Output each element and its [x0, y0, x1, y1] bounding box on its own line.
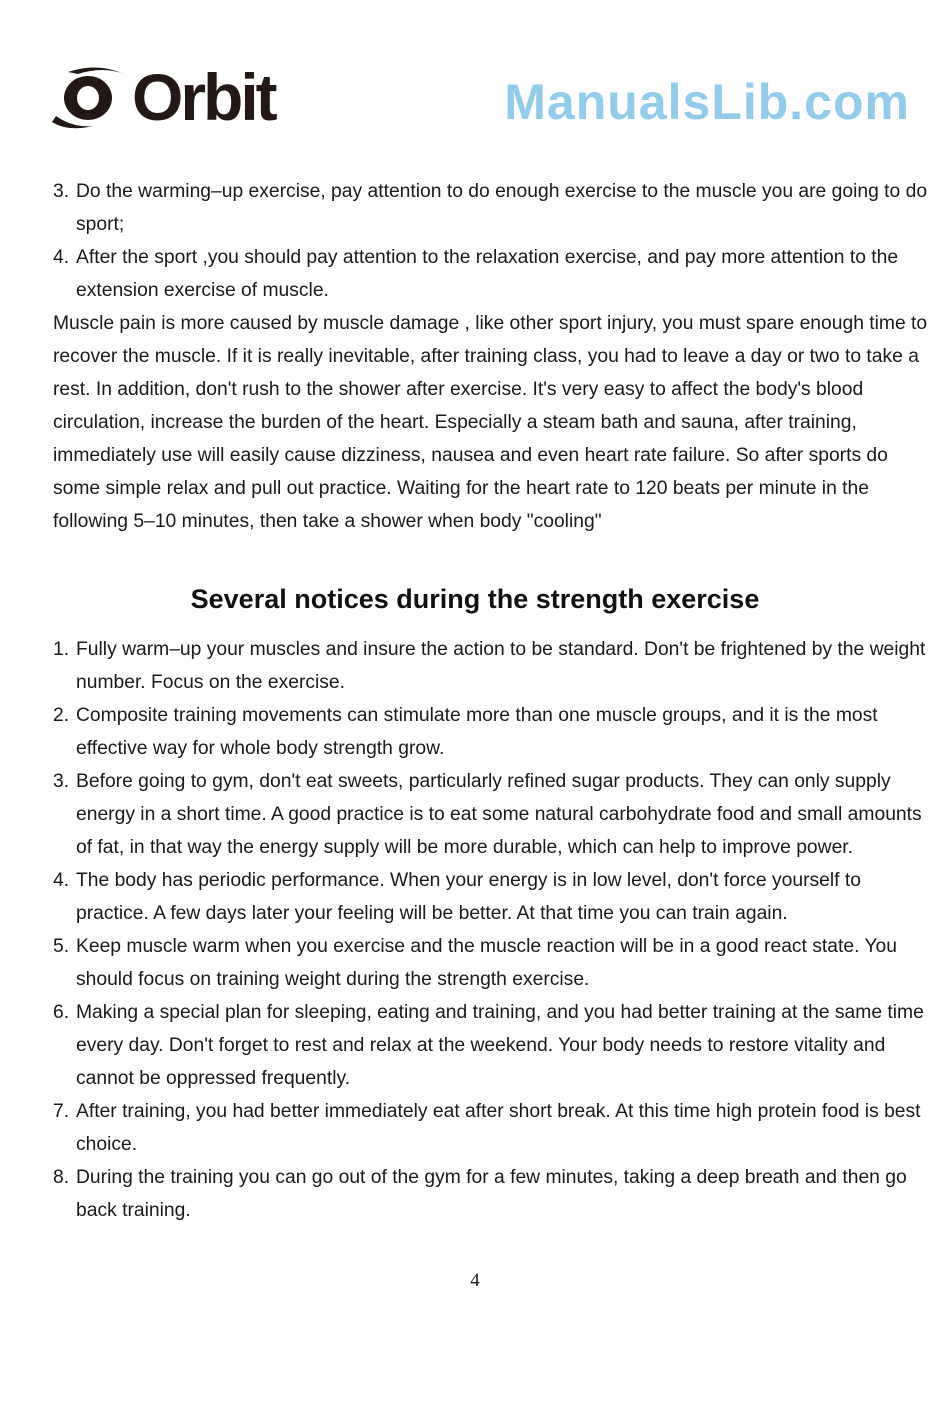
top-list	[53, 175, 928, 538]
page-number: 4	[470, 1270, 480, 1291]
list-item: 5. Keep muscle warm when you exercise and the muscle reaction will be in a good react state. You should focus on training weight during the strength exercise.	[53, 936, 897, 990]
watermark: ManualsLib.com	[504, 74, 910, 130]
section-heading: Several notices during the strength exercise	[190, 584, 760, 614]
list-item: 3. Before going to gym, don't eat sweets, particularly refined sugar products. They can only supply energy in a short time. A good practice is to eat some natural carbohydrate food and small amounts of fat, in that way the energy supply will be more durable, which can help to improve power.	[53, 771, 922, 858]
list-item: 1. Fully warm–up your muscles and insure the action to be standard. Don't be frightened by the weight number. Focus on the exercise.	[53, 639, 926, 693]
body-paragraph: Muscle pain is more caused by muscle damage , like other sport injury, you must spare enough time to recover the muscle. If it is really inevitable, after training class, you had to leave a day or two to take a rest. In addition, don't rush to the shower after exercise. It's very easy to affect the body's blood circulation, increase the burden of the heart. Especially a steam bath and sauna, after training, immediately use will easily cause dizziness, nausea and even heart rate failure. So after sports do some simple relax and pull out practice. Waiting for the heart rate to 120 beats per minute in the following 5–10 minutes, then take a shower when body "cooling"	[53, 313, 928, 532]
notices-list	[53, 633, 928, 1227]
list-item: 4. After the sport ,you should pay attention to the relaxation exercise, and pay more attention to the extension exercise of muscle.	[53, 247, 899, 301]
logo-text: Orbit	[132, 60, 275, 134]
list-item: 6. Making a special plan for sleeping, eating and training, and you had better training at the same time every day. Don't forget to rest and relax at the weekend. Your body needs to restore vitality and cannot be oppressed frequently.	[53, 1002, 924, 1089]
list-item: 4. The body has periodic performance. When your energy is in low level, don't force yourself to practice. A few days later your feeling will be better. At that time you can train again.	[53, 870, 861, 924]
list-item: 7. After training, you had better immediately eat after short break. At this time high protein food is best choice.	[53, 1101, 921, 1155]
list-item: 3. Do the warming–up exercise, pay attention to do enough exercise to the muscle you are going to do sport;	[53, 181, 928, 235]
list-item: 8. During the training you can go out of the gym for a few minutes, taking a deep breath and then go back training.	[53, 1167, 907, 1221]
orbit-logo	[48, 62, 275, 132]
page-header	[0, 0, 950, 175]
list-item: 2. Composite training movements can stimulate more than one muscle groups, and it is the most effective way for whole body strength grow.	[53, 705, 878, 759]
orbit-swirl-icon	[48, 62, 128, 132]
